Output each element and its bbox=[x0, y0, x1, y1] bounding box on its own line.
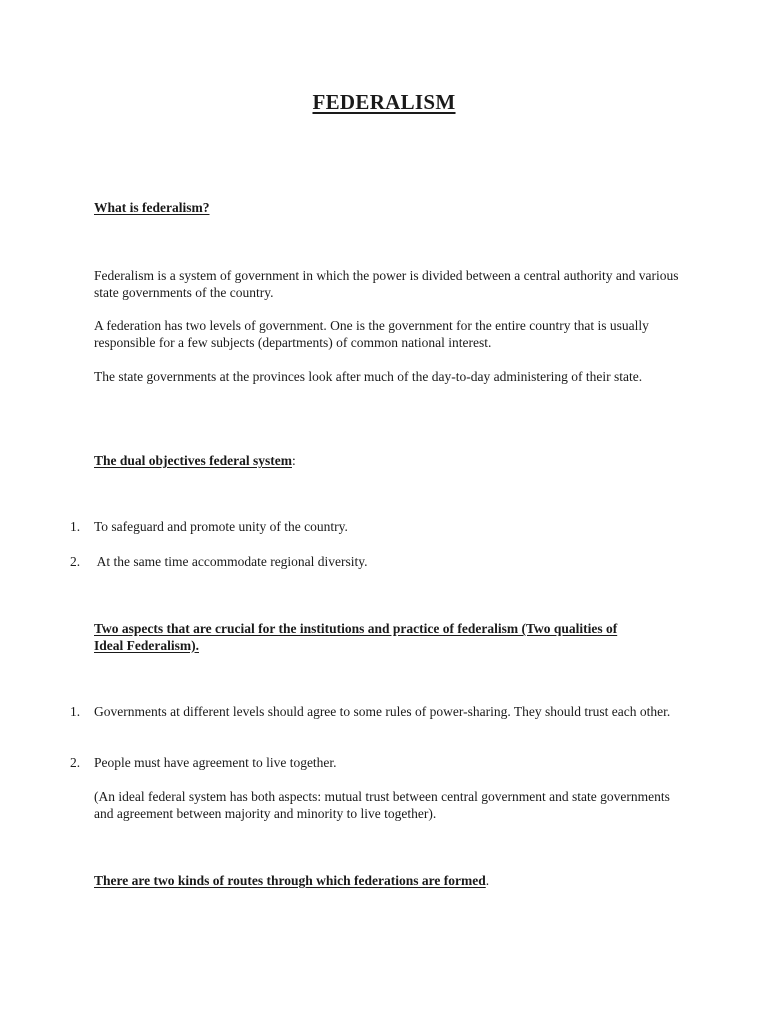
note-paragraph: (An ideal federal system has both aspects: mutual trust between central government and state governments and agreement between majority and minority to live together). bbox=[94, 789, 670, 821]
section-heading-what-is-federalism bbox=[94, 200, 684, 217]
list-number: 1. bbox=[70, 519, 81, 534]
section-heading-dual-objectives bbox=[94, 453, 684, 470]
list-number: 2. bbox=[70, 554, 81, 569]
list-number: 2. bbox=[70, 755, 81, 770]
list-text: To safeguard and promote unity of the country. bbox=[94, 519, 348, 534]
list-number: 1. bbox=[70, 704, 81, 719]
heading-text: What is federalism? bbox=[94, 200, 210, 215]
document-title: FEDERALISM bbox=[312, 90, 456, 114]
paragraph: The state governments at the provinces look after much of the day-to-day administering of their state. bbox=[94, 369, 643, 384]
heading-text: The dual objectives federal system bbox=[94, 453, 292, 468]
section-heading-two-aspects bbox=[94, 621, 634, 654]
heading-suffix: . bbox=[485, 873, 490, 888]
heading-text: Two aspects that are crucial for the institutions and practice of federalism (Two qualities of Ideal Federalism). bbox=[94, 621, 618, 653]
paragraph: A federation has two levels of government. One is the government for the entire country that is usually responsible for a few subjects (departments) of common national interest. bbox=[94, 318, 649, 350]
heading-text: There are two kinds of routes through which federations are formed bbox=[94, 873, 486, 888]
heading-suffix: : bbox=[291, 453, 296, 468]
section-heading-routes bbox=[94, 873, 684, 890]
list-text: People must have agreement to live together. bbox=[94, 755, 337, 770]
list-text: Governments at different levels should agree to some rules of power-sharing. They should trust each other. bbox=[94, 704, 671, 719]
paragraph: Federalism is a system of government in which the power is divided between a central authority and various state governments of the country. bbox=[94, 268, 679, 300]
list-text: At the same time accommodate regional diversity. bbox=[94, 554, 368, 569]
